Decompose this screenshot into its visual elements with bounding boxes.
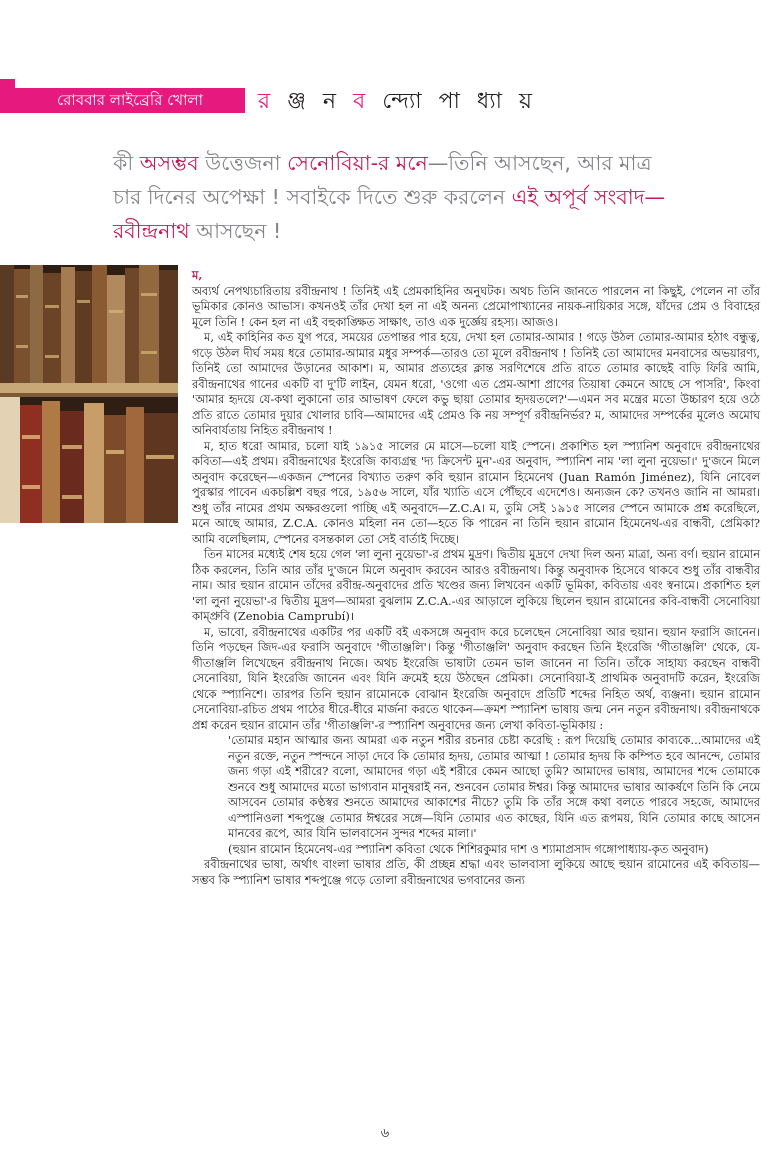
- books-photo: [0, 265, 178, 523]
- article-body: [192, 268, 760, 888]
- author-first-rest: ঞ্জ ন: [275, 89, 354, 114]
- headline: [113, 146, 673, 248]
- headline-part-1: কী: [113, 151, 140, 175]
- author-last-rest: ন্দ্যো পা ধ্যা য়: [370, 89, 537, 114]
- headline-highlight-2: সেনোবিয়া-র মনে: [287, 151, 428, 175]
- paragraph-3: ম, হাত ধরো আমার, চলো যাই ১৯১৫ সালের মে মাসে—চলো যাই স্পেনে। প্রকাশিত হল স্প্যানিশ অনুবাদে রবীন্দ্রনাথের কবিতা—এই প্রথম। রবীন্দ্রনাথের ইংরেজি কাব্যগ্রন্থ 'দ্য ক্রিসেন্ট মুন'-এর অনুবাদ, স্প্যানিশ নাম 'লা লুনা নুয়েভা।' দু'জনে মিলে অনুবাদ করেছেন—একজন স্পেনের বিখ্যাত তরুণ কবি হুয়ান রামোন হিমেনেথ (Juan Ramón Jiménez), যিনি নোবেল পুরস্কার পাবেন একচল্লিশ বছর পরে, ১৯৫৬ সালে, যাঁর খ্যাতি এসে পৌঁছবে এদেশেও। অন্যজন কে? তখনও জানি না আমরা। শুধু তাঁর নামের প্রথম অক্ষরগুলো পাচ্ছি এই অনুবাদে—Z.C.A। ম, তুমি সেই ১৯১৫ সালের স্পেনে আমাকে প্রশ্ন করেছিলে, মনে আছে আমার, Z.C.A. কোনও মহিলা নন তো—হতে কি পারেন না তিনি হুয়ান রামোন হিমেনেথ-এর বান্ধবী, প্রেমিকা? আমি বলেছিলাম, স্পেনের বসন্তকাল তো সেই বার্তাই দিচ্ছে।: [192, 438, 760, 546]
- accent-bar: [0, 79, 15, 113]
- headline-part-3: —তিনি আসছেন, আর মাত্র চার দিনের অপেক্ষা ! সবাইকে দিতে শুরু করলেন: [113, 151, 652, 209]
- headline-part-2: উত্তেজনা: [198, 151, 288, 175]
- paragraph-5: ম, ভাবো, রবীন্দ্রনাথের একটির পর একটি বই একসঙ্গে অনুবাদ করে চলেছেন সেনোবিয়া আর হুয়ান। হুয়ান ফরাসি জানেন। তিনি পড়ছেন জিদ-এর ফরাসি অনুবাদে 'গীতাঞ্জলি'। কিন্তু 'গীতাঞ্জলি' অনুবাদ করছেন তিনি ইংরেজি 'গীতাঞ্জলি' থেকে, যে-গীতাঞ্জলি লিখেছেন রবীন্দ্রনাথ নিজে। অথচ ইংরেজি ভাষাটা তেমন ভাল জানেন না তিনি। তাঁকে সাহায্য করছেন বান্ধবী সেনোবিয়া, যিনি ইংরেজি জানেন এবং যিনি ক্রমেই হয়ে উঠছেন প্রেমিকা। সেনোবিয়া-ই প্রাথমিক অনুবাদটি করেন, ইংরেজি থেকে স্প্যানিশে। তারপর তিনি হুয়ান রামোনকে বোঝান ইংরেজি অনুবাদে প্রতিটি শব্দের নিহিত অর্থ, ব্যঞ্জনা। হুয়ান রামোন সেনোবিয়া-রচিত প্রথম পাঠের ধীরে-ধীরে মার্জনা করতে থাকেন—ক্রমশ স্প্যানিশ ভাষায় জন্ম নেন নতুন রবীন্দ্রনাথ। রবীন্দ্রনাথকে প্রশ্ন করেন হুয়ান রামোন তাঁর 'গীতাঞ্জলি'-র স্প্যানিশ অনুবাদের জন্য লেখা কবিতা-ভূমিকায় :: [192, 624, 760, 732]
- poem-quote: 'তোমার মহান আত্মার জন্য আমরা এক নতুন শরীর রচনার চেষ্টা করেছি : রূপ দিয়েছি তোমার কাব্যকে...আমাদের এই নতুন রক্তে, নতুন স্পন্দনে সাড়া দেবে কি তোমার হৃদয়, তোমার আত্মা ! তোমার হৃদয় কি কম্পিত হবে আনন্দে, তোমার জন্য গড়া এই শরীরে? বলো, আমাদের গড়া এই শরীরে কেমন আছো তুমি? আমাদের ভাষায়, আমাদের শব্দে তোমাকে শুনবে শুধু আমাদের মতো ভাগ্যবান মানুষরাই নন, শুনবেন তোমার ঈশ্বর। কিন্তু আমাদের ভাষার আকর্ষণে তিনি কি নেমে আসবেন তোমার কণ্ঠস্বর শুনতে আমাদের আকাশের নীচে? তুমি কি তাঁর সঙ্গে কথা বলতে পারবে সহজে, আমাদের এস্পানিওলা শব্দপুঞ্জে তোমার ঈশ্বরের সঙ্গে—যিনি তোমার এত কাছের, যিনি এত রূপময়, যিনি তোমার কাছে আসেন মানবের রূপে, আর যিনি ভালবাসেন সুন্দর শব্দের মালা।': [228, 733, 760, 840]
- paragraph-2: ম, এই কাহিনির কত যুগ পরে, সময়ের তেপান্তর পার হয়ে, দেখা হল তোমার-আমার ! গড়ে উঠল তোমার-আমার হঠাৎ বন্ধুত্ব, গড়ে উঠল দীর্ঘ সময় ধরে তোমার-আমার মধুর সম্পর্ক—তারও তো মূলে রবীন্দ্রনাথ ! তিনিই তো আমাদের মনবাসের অভয়ারণ্য, তিনিই তো আমাদের উড়ানের আকাশ। ম, আমার প্রত্যহের ক্লান্ত সরণিশেষে প্রতি রাতে তোমার কাছেই বাড়ি ফিরি আমি, রবীন্দ্রনাথের গানের একটি বা দু'টি লাইন, যেমন ধরো, 'ওগো এত প্রেম-আশা প্রাণের তিয়াষা কেমনে আছে সে পাসরি', কিংবা 'আমার হৃদয়ে যে-কথা লুকানো তার আভাষণ ফেলে কভু ছায়া তোমার হৃদয়তলে?'—এমন সব মন্ত্রের মতো উচ্চারণ হয়ে ওঠে প্রতি রাতে তোমার দুয়ার খোলার চাবি—আমাদের এই প্রেমও কি নয় সম্পূর্ণ রবীন্দ্রনির্ভর? ম, আমাদের সম্পর্কের মূলেও অমোঘ অনিবার্যতায় নিহিত রবীন্দ্রনাথ !: [192, 330, 760, 437]
- paragraph-1: অব্যর্থ নেপথ্যচারিতায় রবীন্দ্রনাথ ! তিনিই এই প্রেমকাহিনির অনুঘটক। অথচ তিনি জানতে পারলেন না কিছুই, পেলেন না তাঁর ভূমিকার কোনও আভাস। কখনওই তাঁর দেখা হল না এই অনন্য প্রেমোপাখ্যানের নায়ক-নায়িকার সঙ্গে, যাঁদের প্রেম ও বিবাহের মূলে তিনি ! কেন হল না এই বহুকাঙ্ক্ষিত সাক্ষাৎ, তাও এক দুর্জ্ঞেয় রহস্য। আজও।: [192, 283, 760, 329]
- author-first-initial: র: [258, 89, 276, 114]
- author-name: [258, 84, 537, 121]
- paragraph-4: তিন মাসের মধ্যেই শেষ হয়ে গেল 'লা লুনা নুয়েভা'-র প্রথম মুদ্রণ। দ্বিতীয় মুদ্রণে দেখা দিল অন্য মাত্রা, অন্য বর্ণ। হুয়ান রামোন ঠিক করলেন, তিনি আর তাঁর দু'জনে মিলে অনুবাদ করবেন আরও রবীন্দ্রনাথ। কিন্তু অনুবাদক হিসেবে থাকবে শুধু তাঁর বান্ধবীর নাম। আর হুয়ান রামোন তাঁদের রবীন্দ্র-অনুবাদের প্রতি খণ্ডের জন্য লিখবেন একটি ভূমিকা, কবিতায় এবং স্বনামে। প্রকাশিত হল 'লা লুনা নুয়েভা'-র দ্বিতীয় মুদ্রণ—আমরা বুঝলাম Z.C.A.-এর আড়ালে লুকিয়ে ছিলেন হুয়ান রামোনের কবি-বান্ধবী সেনোবিয়া কাম্প্রুবি (Zenobia Camprubí)।: [192, 547, 760, 623]
- page-number: ৬: [380, 1126, 390, 1141]
- section-tab: রোববার লাইব্রেরি খোলা: [15, 88, 245, 113]
- books-illustration: [0, 265, 178, 523]
- salutation: ম,: [192, 268, 203, 282]
- author-last-initial: ব: [353, 89, 371, 114]
- headline-part-4: আসছেন !: [189, 219, 282, 243]
- headline-highlight-3: এই অপূর্ব সংবাদ—রবীন্দ্রনাথ: [113, 185, 665, 243]
- quote-credit: (হুয়ান রামোন হিমেনেথ-এর স্প্যানিশ কবিতা থেকে শিশিরকুমার দাশ ও শ্যামাপ্রসাদ গঙ্গোপাধ্যায়-কৃত অনুবাদ): [228, 841, 709, 856]
- headline-highlight-1: অসম্ভব: [139, 151, 199, 175]
- paragraph-6: রবীন্দ্রনাথের ভাষা, অর্থাৎ বাংলা ভাষার প্রতি, কী প্রচ্ছন্ন শ্রদ্ধা এবং ভালবাসা লুকিয়ে আছে হুয়ান রামোনের এই কবিতায়—সম্ভব কি স্প্যানিশ ভাষার শব্দপুঞ্জে গড়ে তোলা রবীন্দ্রনাথের ভগবানের জন্য: [192, 857, 760, 887]
